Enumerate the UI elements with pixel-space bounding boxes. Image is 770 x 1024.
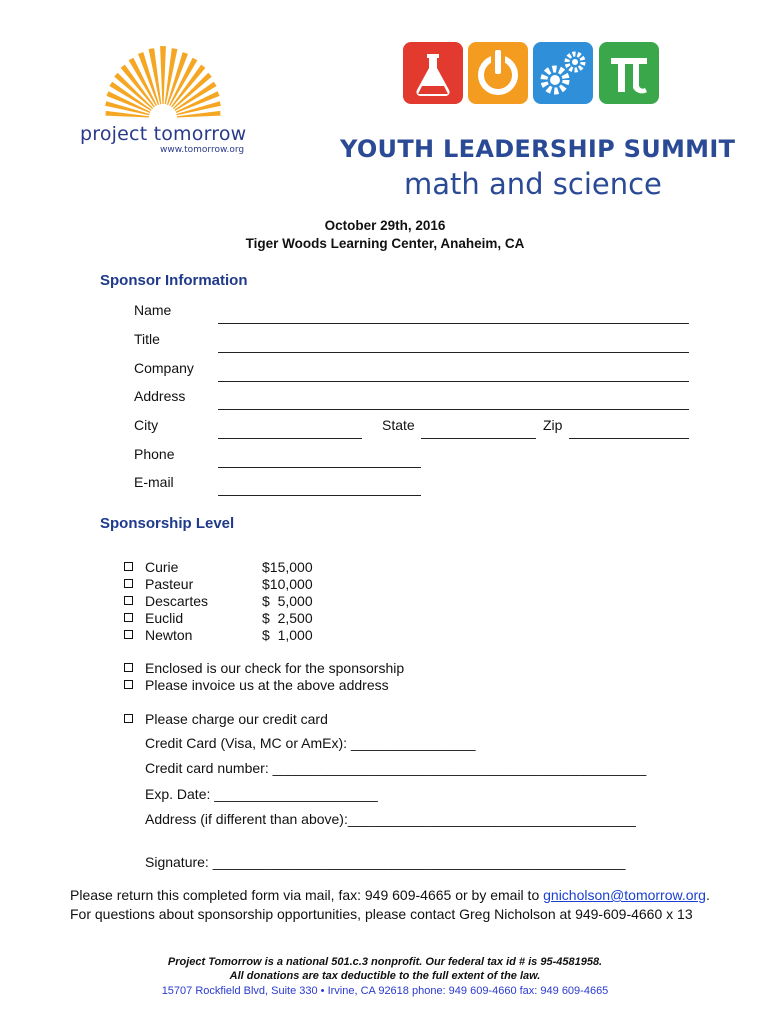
email-link[interactable]: gnicholson@tomorrow.org	[543, 887, 706, 903]
payment-options	[124, 659, 404, 693]
zip-label: Zip	[543, 417, 563, 433]
level-amount: $15,000	[262, 558, 313, 575]
title-field[interactable]	[218, 352, 689, 353]
signature-field[interactable]: Signature: _____________________________________________________	[145, 854, 626, 870]
level-name: Newton	[145, 626, 193, 643]
checkbox-icon[interactable]	[124, 680, 133, 689]
checkbox-icon[interactable]	[124, 579, 133, 588]
power-icon	[468, 42, 528, 104]
zip-field[interactable]	[569, 438, 689, 439]
level-amount: $ 5,000	[262, 592, 313, 609]
nonprofit-note: Project Tomorrow is a national 501.c.3 nonprofit. Our federal tax id # is 95-4581958.	[167, 956, 603, 968]
company-label: Company	[134, 360, 194, 376]
deductible-note: All donations are tax deductible to the full extent of the law.	[229, 970, 541, 982]
option-credit-card[interactable]	[124, 710, 328, 727]
phone-label: Phone	[134, 446, 175, 462]
summit-title: YOUTH LEADERSHIP SUMMIT	[340, 135, 736, 163]
flask-icon	[403, 42, 463, 104]
cc-type-field[interactable]: Credit Card (Visa, MC or AmEx): ________________	[145, 735, 476, 751]
option-check[interactable]	[124, 659, 404, 676]
name-label: Name	[134, 302, 172, 318]
level-name: Curie	[145, 558, 179, 575]
sponsor-info-heading: Sponsor Information	[100, 272, 248, 289]
address-field[interactable]	[218, 409, 689, 410]
sun-ray	[106, 111, 150, 118]
checkbox-icon[interactable]	[124, 714, 133, 723]
return-instructions	[70, 887, 710, 903]
return-end: .	[705, 887, 710, 903]
checkbox-icon[interactable]	[124, 663, 133, 672]
checkbox-icon[interactable]	[124, 630, 133, 639]
name-field[interactable]	[218, 323, 689, 324]
level-amount: $ 2,500	[262, 609, 313, 626]
level-name: Descartes	[145, 592, 209, 609]
email-label: E-mail	[134, 474, 174, 490]
pi-icon	[599, 42, 659, 104]
org-address: 15707 Rockfield Blvd, Suite 330 • Irvine, CA 92618 phone: 949 609-4660 fax: 949 609-4665	[161, 985, 609, 997]
checkbox-icon[interactable]	[124, 613, 133, 622]
cc-number-field[interactable]: Credit card number: ________________________________________________	[145, 760, 647, 776]
level-name: Pasteur	[145, 575, 194, 592]
state-field[interactable]	[421, 438, 536, 439]
summit-icons	[403, 42, 659, 104]
state-label: State	[382, 417, 415, 433]
questions-text: For questions about sponsorship opportunities, please contact Greg Nicholson at 949-609-4660 x 13	[70, 906, 693, 922]
option-invoice[interactable]	[124, 676, 404, 693]
checkbox-icon[interactable]	[124, 596, 133, 605]
level-euclid[interactable]	[124, 609, 313, 626]
level-pasteur[interactable]	[124, 575, 313, 592]
event-date: October 29th, 2016	[324, 218, 446, 233]
email-field[interactable]	[218, 495, 421, 496]
level-name: Euclid	[145, 609, 184, 626]
option-check-label: Enclosed is our check for the sponsorship	[145, 659, 405, 676]
logo-name: project tomorrow	[80, 123, 247, 145]
title-label: Title	[134, 331, 160, 347]
event-venue: Tiger Woods Learning Center, Anaheim, CA	[245, 236, 525, 251]
level-newton[interactable]	[124, 626, 313, 643]
alt-address-field[interactable]: Address (if different than above):_____________________________________	[145, 811, 636, 827]
option-credit-label: Please charge our credit card	[145, 710, 328, 727]
option-invoice-label: Please invoice us at the above address	[145, 676, 389, 693]
exp-date-field[interactable]: Exp. Date: _____________________	[145, 786, 378, 802]
logo-url: www.tomorrow.org	[160, 145, 245, 155]
gears-icon	[533, 42, 593, 104]
sun-ray	[160, 46, 166, 104]
level-descartes[interactable]	[124, 592, 313, 609]
city-field[interactable]	[218, 438, 362, 439]
levels-list	[124, 558, 313, 643]
address-label: Address	[134, 388, 186, 404]
sponsorship-level-heading: Sponsorship Level	[100, 515, 235, 532]
city-label: City	[134, 417, 159, 433]
level-amount: $ 1,000	[262, 626, 313, 643]
sun-ray	[177, 111, 221, 118]
phone-field[interactable]	[218, 467, 421, 468]
checkbox-icon[interactable]	[124, 562, 133, 571]
level-curie[interactable]	[124, 558, 313, 575]
company-field[interactable]	[218, 381, 689, 382]
return-text: Please return this completed form via mail, fax: 949 609-4665 or by email to	[70, 887, 544, 903]
summit-subtitle: math and science	[404, 167, 662, 201]
level-amount: $10,000	[262, 575, 313, 592]
